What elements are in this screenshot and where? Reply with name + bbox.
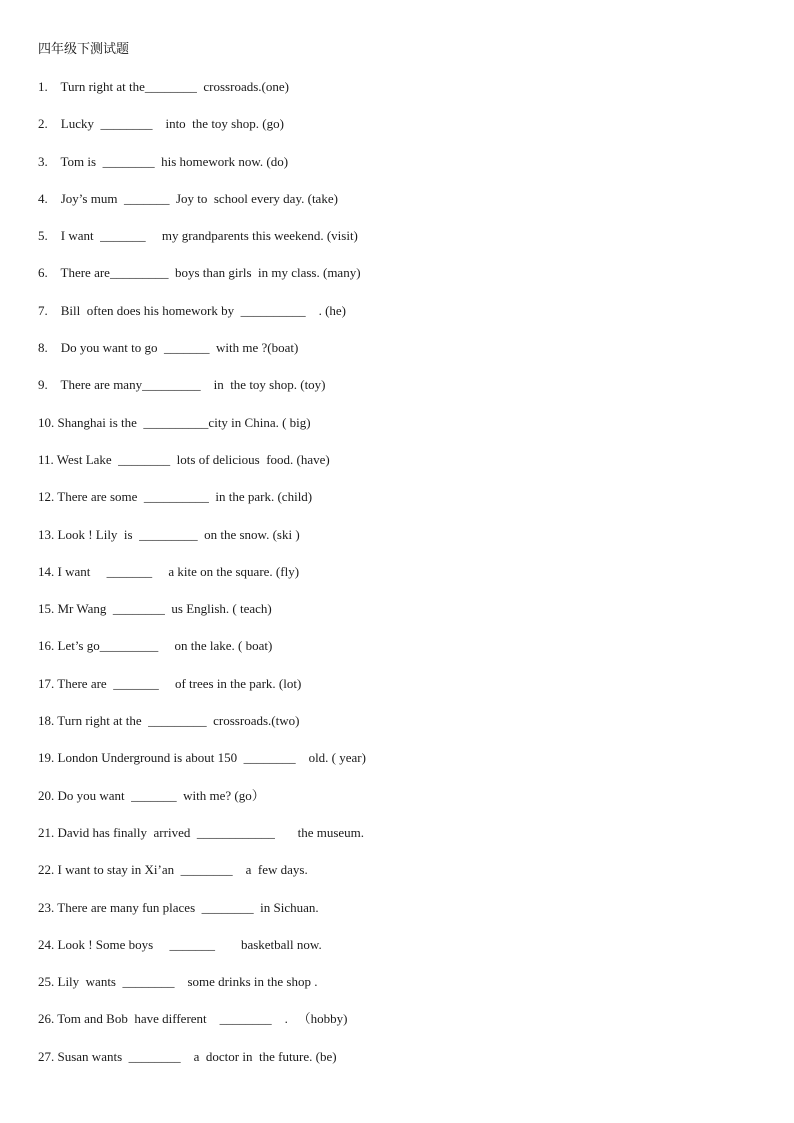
question-text: 2. Lucky ________ into the toy shop. (go) [38,116,284,132]
question-text: 8. Do you want to go _______ with me ?(boat) [38,340,299,356]
question-text: 10. Shanghai is the __________city in China. ( big) [38,414,311,430]
question-text: 23. There are many fun places ________ in Sichuan. [38,899,319,915]
question-item [38,450,366,487]
worksheet-title: 四年级下测试题 [38,42,130,57]
question-item [38,935,366,972]
question-item [38,860,366,897]
question-text: 9. There are many_________ in the toy shop. (toy) [38,377,326,393]
question-item [38,636,366,673]
question-item [38,972,366,1009]
question-item [38,674,366,711]
question-text: 15. Mr Wang ________ us English. ( teach) [38,601,272,617]
question-text: 4. Joy’s mum _______ Joy to school every day. (take) [38,190,338,206]
question-item [38,1009,366,1046]
question-text: 6. There are_________ boys than girls in my class. (many) [38,265,361,281]
question-item [38,562,366,599]
question-item [38,748,366,785]
question-item [38,786,366,823]
question-item [38,413,366,450]
question-text: 14. I want _______ a kite on the square. (fly) [38,563,300,579]
question-item [38,114,366,151]
question-item [38,1047,366,1084]
question-item [38,823,366,860]
question-item [38,226,366,263]
question-item [38,338,366,375]
question-text: 16. Let’s go_________ on the lake. ( boat) [38,638,273,654]
question-text: 7. Bill often does his homework by __________ . (he) [38,302,346,318]
question-text: 3. Tom is ________ his homework now. (do) [38,153,289,169]
question-item [38,263,366,300]
question-item [38,152,366,189]
question-item [38,189,366,226]
question-item [38,711,366,748]
question-item [38,487,366,524]
question-text: 18. Turn right at the _________ crossroads.(two) [38,713,300,729]
question-item [38,301,366,338]
question-text: 24. Look ! Some boys _______ basketball now. [38,936,322,952]
question-text: 22. I want to stay in Xi’an ________ a few days. [38,862,308,878]
question-text: 11. West Lake ________ lots of delicious food. (have) [38,451,330,467]
question-text: 12. There are some __________ in the park. (child) [38,489,313,505]
question-text: 13. Look ! Lily is _________ on the snow. (ski ) [38,526,300,542]
question-list [38,77,366,1084]
question-text: 19. London Underground is about 150 ________ old. ( year) [38,750,366,766]
question-item [38,898,366,935]
question-text: 26. Tom and Bob have different ________ . （hobby) [38,1011,348,1027]
question-text: 27. Susan wants ________ a doctor in the future. (be) [38,1048,337,1064]
question-text: 21. David has finally arrived ____________ the museum. [38,824,365,840]
question-text: 5. I want _______ my grandparents this weekend. (visit) [38,228,358,244]
question-item [38,525,366,562]
question-text: 20. Do you want _______ with me? (go） [38,787,265,803]
question-text: 17. There are _______ of trees in the park. (lot) [38,675,302,691]
question-text: 25. Lily wants ________ some drinks in the shop . [38,974,318,990]
question-text: 1. Turn right at the________ crossroads.(one) [38,79,289,94]
question-item [38,599,366,636]
question-item [38,375,366,412]
question-item [38,77,366,114]
